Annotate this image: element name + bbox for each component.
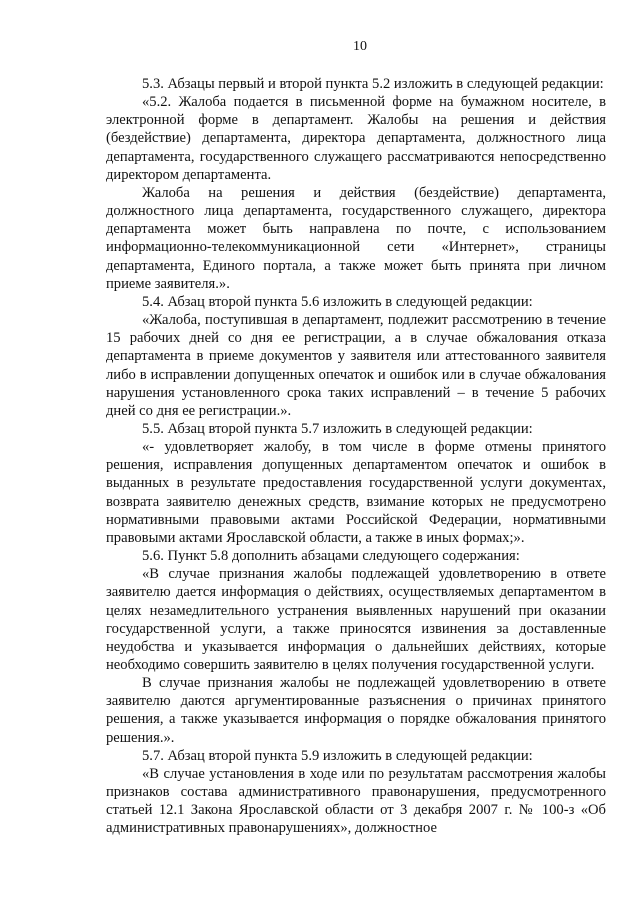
paragraph-amendment-5-4: 5.4. Абзац второй пункта 5.6 изложить в следующей редакции:: [142, 293, 533, 310]
paragraph-offense-detected: «В случае установления в ходе или по результатам рассмотрения жалобы признаков состава административного правонарушения, предусмотренного статьей 12.1 Закона Ярославской области от 3 декабря 2007 г. № 100-з «Об административных правонарушениях», должностное: [106, 765, 606, 837]
page-number: 10: [353, 39, 367, 54]
paragraph-complaint-upheld: «В случае признания жалобы подлежащей удовлетворению в ответе заявителю дается информация о действиях, осуществляемых департаментом в целях незамедлительного устранения выявленных нарушений при оказании государственной услуги, а также приносятся извинения за доставленные неудобства и указывается информация о дальнейших действиях, которые необходимо совершить заявителю в целях получения государственной услуги.: [106, 566, 606, 673]
paragraph-amendment-5-6: 5.6. Пункт 5.8 дополнить абзацами следующего содержания:: [142, 548, 520, 565]
paragraph-amendment-5-7: 5.7. Абзац второй пункта 5.9 изложить в следующей редакции:: [142, 747, 533, 764]
paragraph-satisfies-complaint: «- удовлетворяет жалобу, в том числе в форме отмены принятого решения, исправления допущенных департаментом опечаток и ошибок в выданных в результате предоставления государственной услуги документах, возврата заявителю денежных средств, взимание которых не предусмотрено нормативными правовыми актами Российской Федерации, нормативными правовыми актами Ярославской области, а также в иных формах;».: [106, 439, 606, 546]
paragraph-complaint-form: «5.2. Жалоба подается в письменной форме на бумажном носителе, в электронной форме в департамент. Жалобы на решения и действия (бездействие) департамента, директора департамента, должностного лица департамента, государственного служащего рассматриваются непосредственно директором департамента.: [106, 94, 606, 183]
paragraph-complaint-rejected: В случае признания жалобы не подлежащей удовлетворению в ответе заявителю даются аргументированные разъяснения о причинах принятого решения, а также указывается информация о порядке обжалования принятого решения.».: [106, 675, 606, 746]
paragraph-complaint-channels: Жалоба на решения и действия (бездействие) департамента, должностного лица департамента, государственного служащего, директора департамента может быть направлена по почте, с использованием информационно-телекоммуникационной сети «Интернет», страницы департамента, Единого портала, а также может быть принята при личном приеме заявителя.».: [106, 184, 606, 292]
paragraph-amendment-5-3: 5.3. Абзацы первый и второй пункта 5.2 изложить в следующей редакции:: [142, 76, 604, 92]
paragraph-review-period: «Жалоба, поступившая в департамент, подлежит рассмотрению в течение 15 рабочих дней со дня ее регистрации, а в случае обжалования отказа департамента в приеме документов у заявителя или аттестованного заявителя либо в исправлении допущенных опечаток и ошибок или в случае обжалования нарушения установленного срока таких исправлений – в течение 5 рабочих дней со дня ее регистрации.».: [106, 312, 606, 419]
paragraph-amendment-5-5: 5.5. Абзац второй пункта 5.7 изложить в следующей редакции:: [142, 420, 533, 437]
